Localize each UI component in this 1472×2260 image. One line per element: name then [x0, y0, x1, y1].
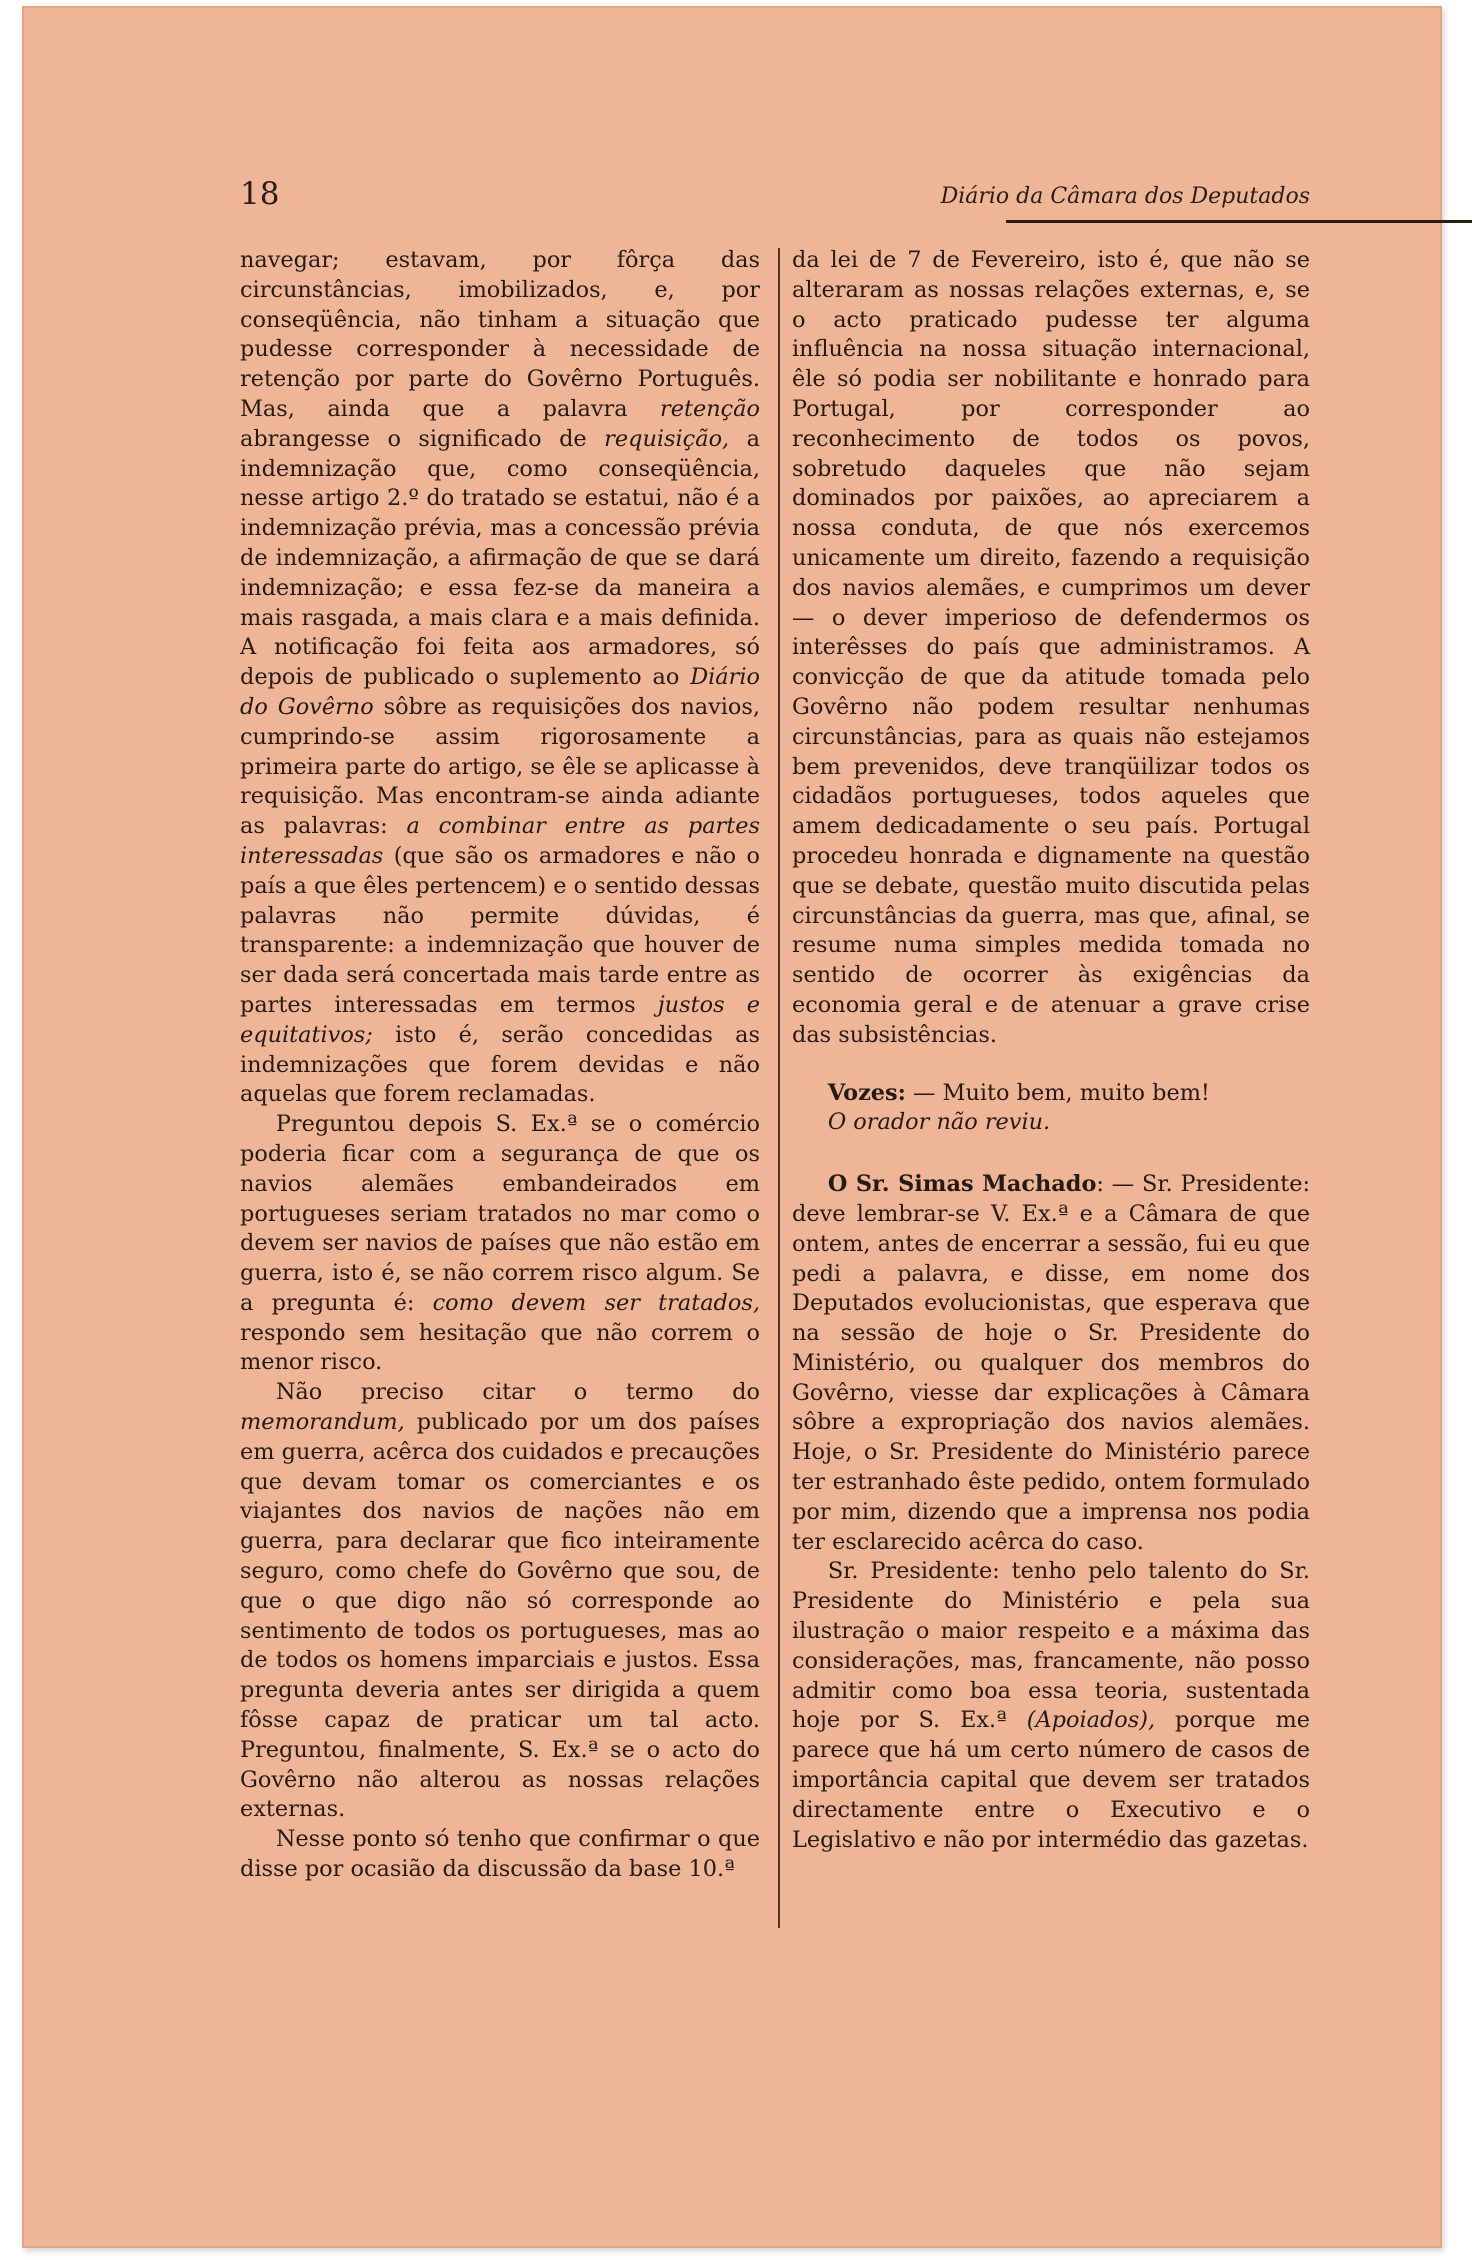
header-rule [1006, 220, 1472, 223]
text-run: publicado por um dos países em guerra, acêrca dos cuidados e precauções que devam tomar os comerciantes e os viajantes dos navios de nações não em guerra, para declarar que fico inteiramente seguro, como chefe do Govêrno que sou, de que o que digo não só corresponde ao sentimento de todos os portugueses, mas ao de todos os homens imparciais e justos. Essa pregunta deveria antes ser dirigida a quem fôsse capaz de praticar um tal acto. Preguntou, finalmente, S. Ex.ª se o acto do Govêrno não alterou as nossas relações externas. [240, 1409, 760, 1823]
paragraph [240, 1110, 760, 1378]
text-run: navegar; estavam, por fôrça das circunstâncias, imobilizados, e, por conseqüência, não tinham a situação que pudesse corresponder à necessidade de retenção por parte do Govêrno Português. Mas, ainda que a palavra [240, 247, 760, 422]
left-column [240, 246, 760, 1885]
text-run: sôbre as requisições dos navios, cumprindo-se assim rigorosamente a primeira parte do artigo, se êle se aplicasse à requisição. Mas encontram-se ainda adiante as palavras: [240, 693, 760, 840]
italic-text: Diário do Govêrno [240, 664, 760, 720]
paragraph [240, 246, 760, 1110]
paragraph: da lei de 7 de Fevereiro, isto é, que não se alteraram as nossas relações externas, e, se o acto praticado pudesse ter alguma influência na nossa situação internacional, êle só podia ser nobilitante e honrado para Portugal, por corresponder ao reconhecimento de todos os povos, sobretudo daqueles que não sejam dominados por paixões, ao apreciarem a nossa conduta, de que nós exercemos unicamente um direito, fazendo a requisição dos navios alemães, e cumprimos um dever — o dever imperioso de defendermos os interêsses do país que administramos. A convicção de que da atitude tomada pelo Govêrno não podem resultar nenhumas circunstâncias, para as quais não estejamos bem prevenidos, deve tranqüilizar todos os cidadãos portugueses, todos aqueles que amem dedicadamente o seu país. Portugal procedeu honrada e dignamente na questão que se debate, questão muito discutida pelas circunstâncias da guerra, mas que, afinal, se resume numa simples medida tomada no sentido de ocorrer às exigências da economia geral e de atenuar a grave crise das subsistências. [792, 247, 1310, 1048]
page-number: 18 [240, 176, 280, 212]
column-divider [778, 248, 780, 1928]
right-column [792, 246, 1310, 1855]
paragraph: Nesse ponto só tenho que confirmar o que disse por ocasião da discussão da base 10.ª [240, 1826, 760, 1883]
speech-paragraph [792, 1170, 1310, 1557]
vozes-label: Vozes: [827, 1079, 906, 1106]
text-run: isto é, serão concedidas as indemnizações que forem devidas e não aquelas que forem reclamadas. [240, 1021, 760, 1108]
text-run: : — Sr. Presidente: deve lembrar-se V. Ex.ª e a Câmara de que ontem, antes de encerrar a sessão, fui eu que pedi a palavra, e disse, em nome dos Deputados evolucionistas, que esperava que na sessão de hoje o Sr. Presidente do Ministério, ou qualquer dos membros do Govêrno, viesse dar explicações à Câmara sôbre a expropriação dos navios alemães. Hoje, o Sr. Presidente do Ministério parece ter estranhado êste pedido, ontem formulado por mim, dizendo que a imprensa nos podia ter esclarecido acêrca do caso. [792, 1171, 1311, 1555]
paragraph [240, 1378, 760, 1825]
text-run: Preguntou depois S. Ex.ª se o comércio poderia ficar com a segurança de que os navios alemães embandeirados em portugueses seriam tratados no mar como o devem ser navios de países que não estão em guerra, isto é, se não correm risco algum. Se a pregunta é: [240, 1111, 760, 1316]
speaker-name: O Sr. Simas Machado [827, 1171, 1097, 1198]
vozes-line [792, 1079, 1310, 1109]
text-run: Não preciso citar o termo do [275, 1379, 760, 1406]
text-run: porque me parece que há um certo número de casos de importância capital que devem ser tratados directamente entre o Executivo e o Legislativo e não por intermédio das gazetas. [792, 1707, 1310, 1853]
italic-text: a combinar entre as partes interessadas [240, 813, 760, 869]
vozes-text: — Muito bem, muito bem! [905, 1079, 1210, 1106]
editor-note [792, 1108, 1310, 1138]
text-run: (que são os armadores e não o país a que êles pertencem) e o sentido dessas palavras não permite dúvidas, é transparente: a indemnização que houver de ser dada será concertada mais tarde entre as partes interessadas em termos [240, 842, 760, 1018]
italic-text: O orador não reviu. [827, 1109, 1051, 1136]
text-run: Sr. Presidente: tenho pelo talento do Sr. Presidente do Ministério e pela sua ilustração o maior respeito e a máxima das considerações, mas, francamente, não posso admitir como boa essa teoria, sustentada hoje por S. Ex.ª [792, 1558, 1310, 1734]
italic-text: como devem ser tratados, [432, 1289, 760, 1316]
text-run: a indemnização que, como conseqüência, nesse artigo 2.º do tratado se estatui, não é a indemnização prévia, mas a concessão prévia de indemnização, a afirmação de que se dará indemnização; e essa fez-se da maneira a mais rasgada, a mais clara e a mais definida. A notificação foi feita aos armadores, só depois de publicado o suplemento ao [240, 425, 760, 691]
italic-text: requisição, [604, 425, 730, 452]
italic-text: memorandum, [240, 1409, 405, 1436]
italic-text: (Apoiados), [1026, 1707, 1156, 1734]
italic-text: retenção [660, 395, 760, 422]
journal-title: Diário da Câmara dos Deputados [940, 184, 1310, 209]
text-run: respondo sem hesitação que não correm o menor risco. [240, 1319, 760, 1376]
page-header [240, 176, 1310, 224]
text-run: abrangesse o significado de [240, 425, 605, 452]
italic-text: justos e equitativos; [240, 991, 760, 1048]
paragraph [792, 1557, 1310, 1855]
